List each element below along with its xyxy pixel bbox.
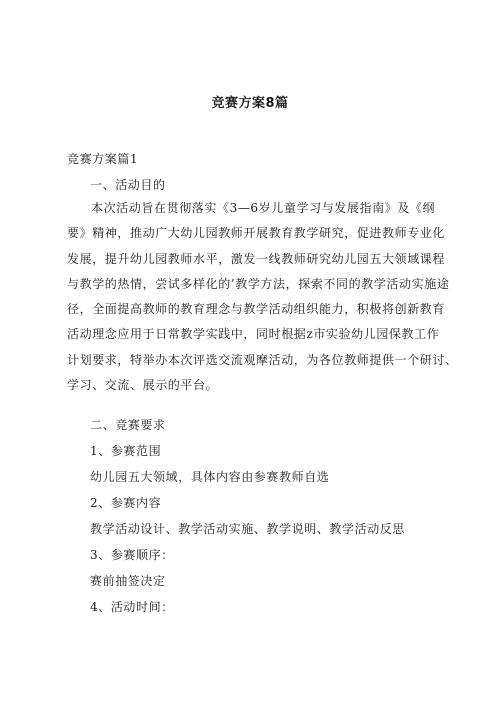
scope-text: 幼儿园五大领域，具体内容由参赛教师自选 bbox=[90, 470, 330, 484]
time-heading: 4、活动时间： bbox=[90, 600, 174, 614]
purpose-paragraph bbox=[67, 196, 458, 398]
paragraph-line: 要》精神，推动广大幼儿园教师开展教育教学研究，促进教师专业化 bbox=[67, 226, 446, 241]
paragraph-line: 计划要求，特举办本次评选交流观摩活动，为各位教师提供一个研讨、 bbox=[67, 352, 458, 367]
paragraph-line: 与教学的热情，尝试多样化的’教学方法，探索不同的教学活动实施途 bbox=[67, 276, 450, 291]
order-heading: 3、参赛顺序： bbox=[90, 548, 174, 562]
section-heading: 竞赛方案篇1 bbox=[67, 152, 139, 166]
content-heading: 2、参赛内容 bbox=[90, 496, 162, 510]
content-text: 教学活动设计、教学活动实施、教学说明、教学活动反思 bbox=[90, 522, 406, 536]
paragraph-line: 本次活动旨在贯彻落实《3—6岁儿童学习与发展指南》及《纲 bbox=[91, 201, 436, 215]
scope-heading: 1、参赛范围 bbox=[90, 444, 162, 458]
order-text: 赛前抽签决定 bbox=[90, 574, 166, 588]
requirements-heading: 二、竞赛要求 bbox=[90, 418, 166, 432]
document-title: 竞赛方案8篇 bbox=[211, 96, 289, 111]
paragraph-line: 径，全面提高教师的教育理念与教学活动组织能力，积极将创新教育 bbox=[67, 302, 446, 317]
paragraph-line: 发展，提升幼儿园教师水平，激发一线教师研究幼儿园五大领域课程 bbox=[67, 251, 446, 266]
paragraph-line: 活动理念应用于日常教学实践中，同时根据z市实验幼儿园保教工作 bbox=[67, 327, 440, 342]
purpose-heading: 一、活动目的 bbox=[90, 178, 166, 192]
paragraph-line: 学习、交流、展示的平台。 bbox=[67, 378, 219, 393]
